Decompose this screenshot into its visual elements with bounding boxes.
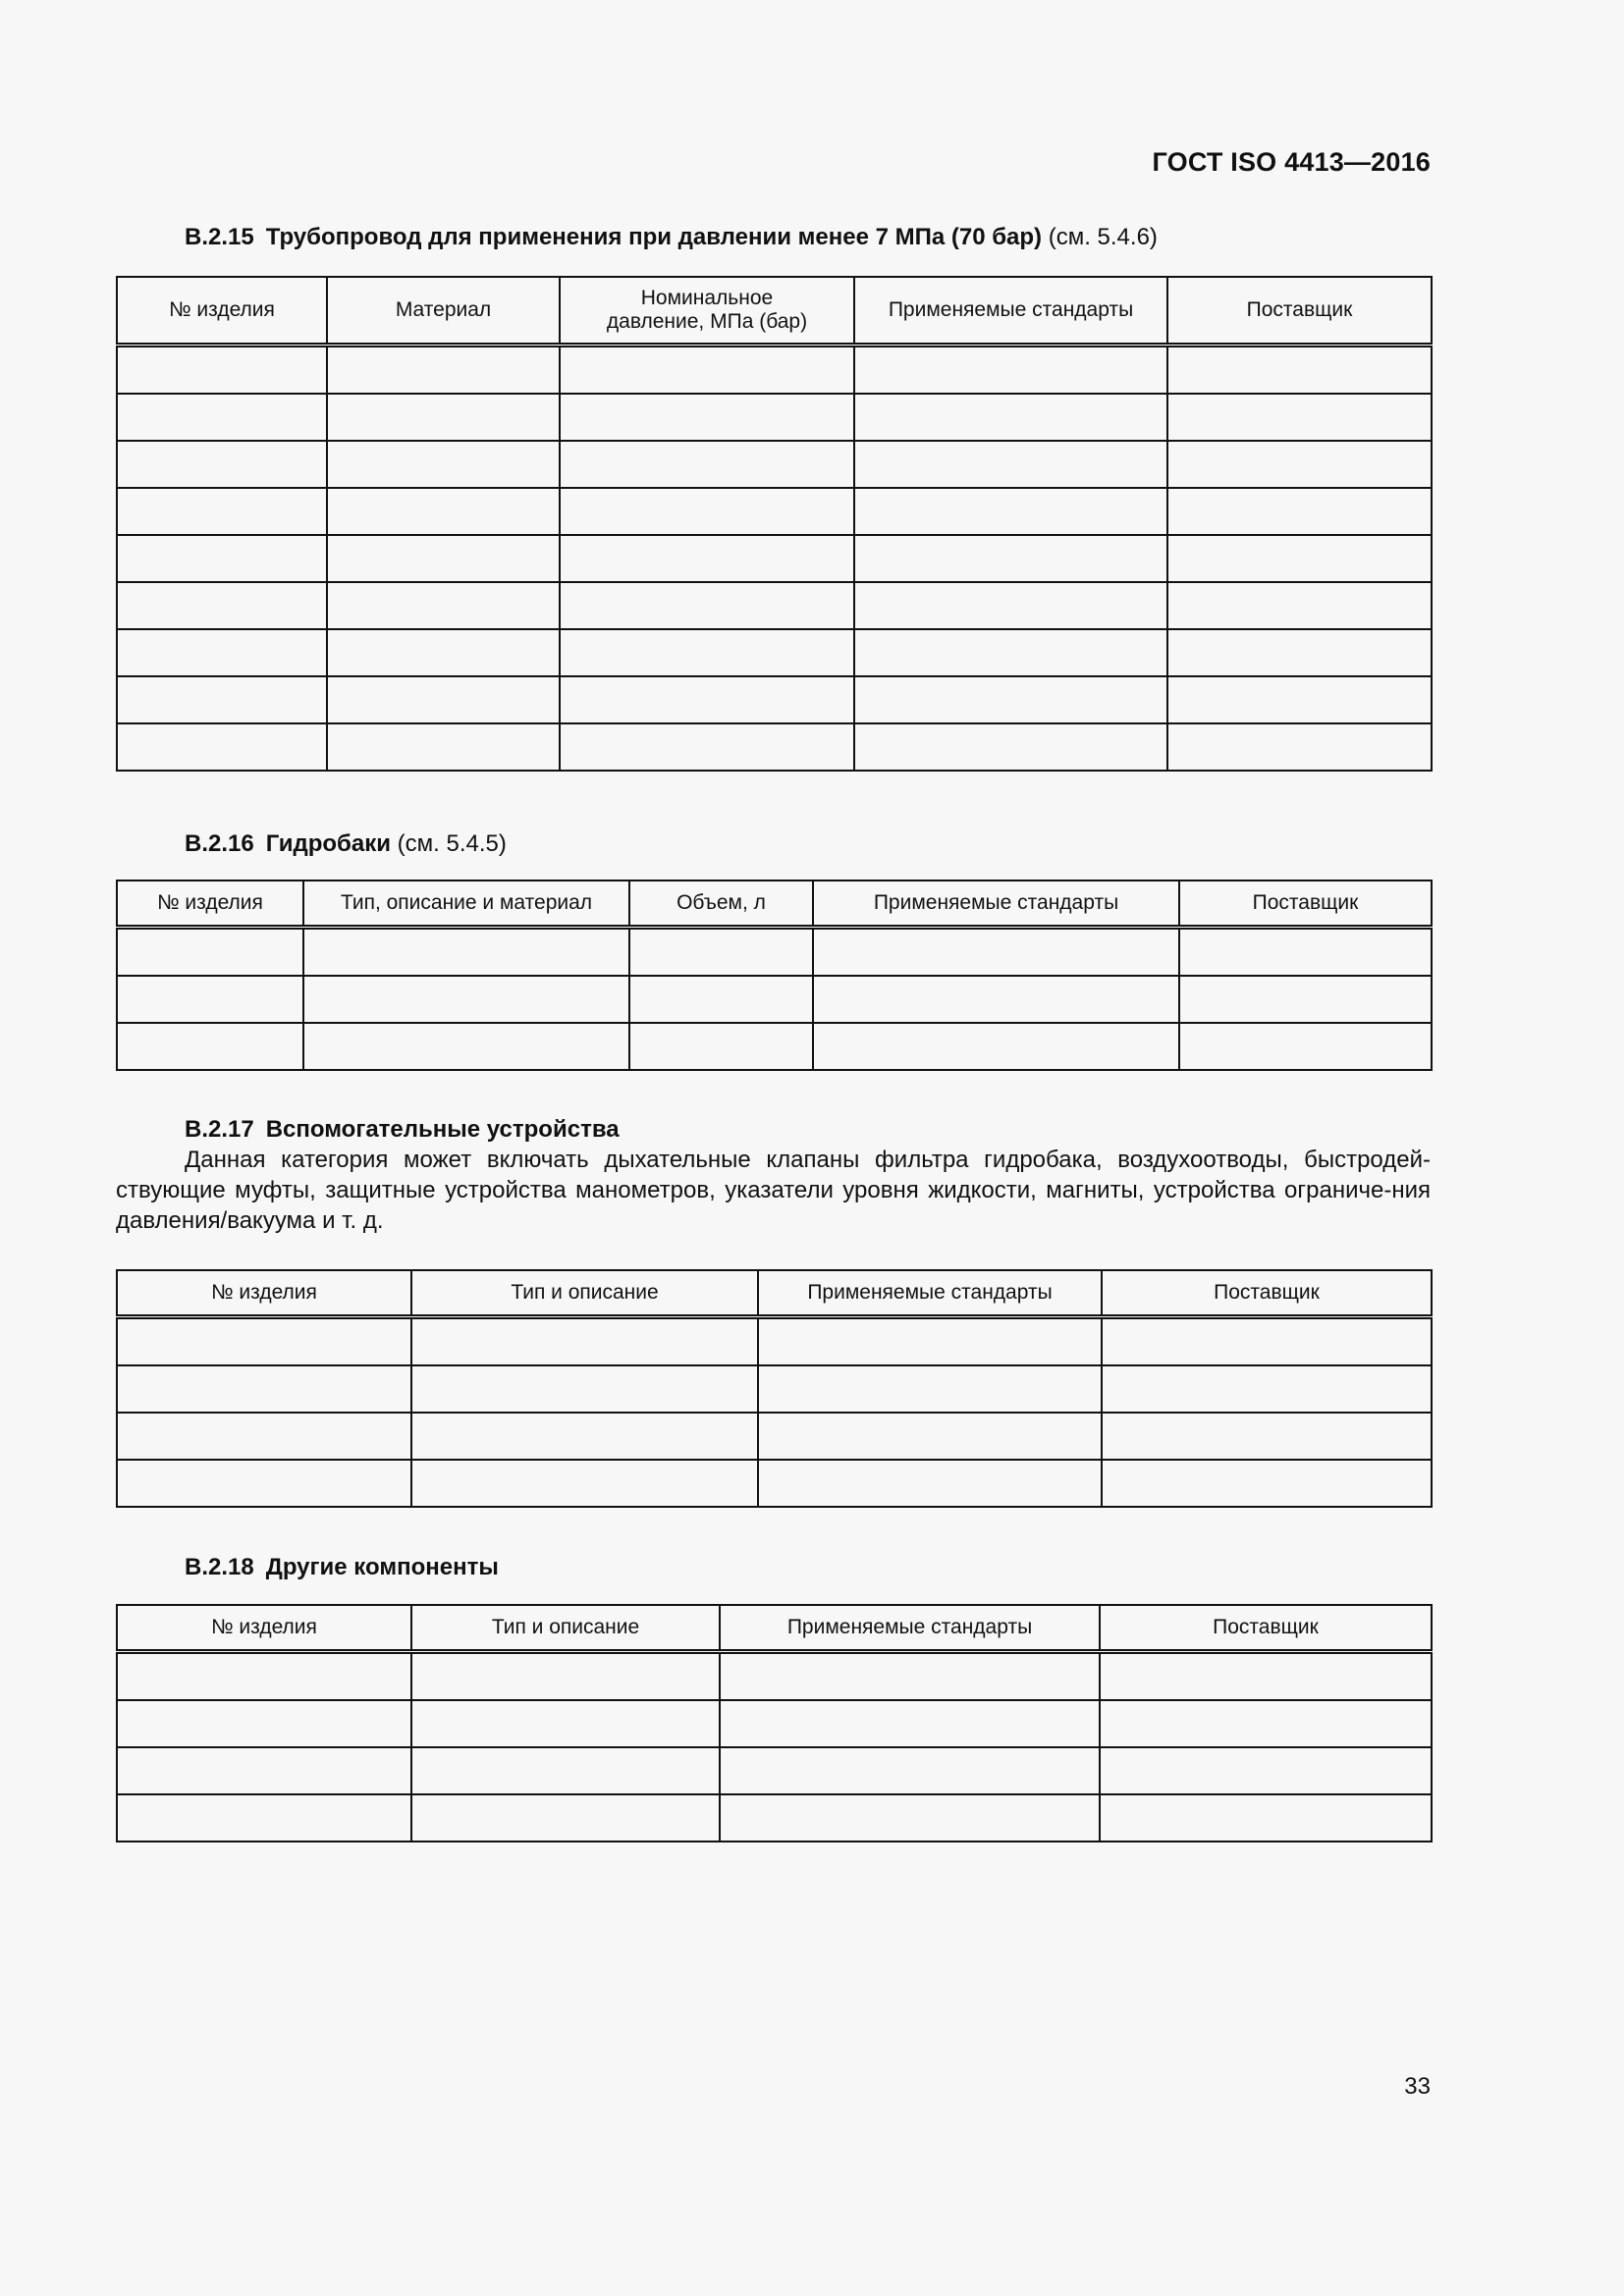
table-row bbox=[117, 1023, 1432, 1070]
table-row bbox=[117, 1413, 1432, 1460]
section-number: B.2.18 bbox=[185, 1554, 254, 1580]
table-row bbox=[117, 723, 1432, 771]
table-row bbox=[117, 629, 1432, 676]
table-row bbox=[117, 1316, 1432, 1365]
column-header: Тип и описание bbox=[411, 1605, 720, 1651]
table-row bbox=[117, 1794, 1432, 1842]
table-row bbox=[117, 1700, 1432, 1747]
page-number: 33 bbox=[1404, 2073, 1431, 2100]
table-row bbox=[117, 535, 1432, 582]
column-header: Тип, описание и материал bbox=[303, 881, 629, 927]
table-row bbox=[117, 1365, 1432, 1413]
section-heading-b217 bbox=[185, 1116, 620, 1144]
column-header: № изделия bbox=[117, 1605, 411, 1651]
table-row bbox=[117, 582, 1432, 629]
section-title: Вспомогательные устройства bbox=[265, 1116, 620, 1143]
column-header: Материал bbox=[327, 277, 560, 345]
table-row bbox=[117, 676, 1432, 723]
section-heading-b215 bbox=[185, 224, 1158, 251]
section-ref: (см. 5.4.6) bbox=[1048, 224, 1158, 250]
table-row bbox=[117, 976, 1432, 1023]
column-header: Тип и описание bbox=[411, 1270, 758, 1316]
column-header: Применяемые стандарты bbox=[813, 881, 1179, 927]
section-heading-b218 bbox=[185, 1554, 499, 1581]
section-ref: (см. 5.4.5) bbox=[397, 830, 507, 857]
table-row bbox=[117, 1460, 1432, 1507]
table-b215 bbox=[116, 276, 1433, 772]
table-row bbox=[117, 394, 1432, 441]
table-row bbox=[117, 488, 1432, 535]
table-row bbox=[117, 1651, 1432, 1700]
section-title: Гидробаки bbox=[265, 830, 391, 857]
table-b217 bbox=[116, 1269, 1433, 1508]
column-header: Поставщик bbox=[1100, 1605, 1432, 1651]
standard-code: ГОСТ ISO 4413—2016 bbox=[1152, 147, 1431, 177]
column-header: Объем, л bbox=[629, 881, 813, 927]
column-header: № изделия bbox=[117, 277, 327, 345]
section-title: Другие компоненты bbox=[265, 1554, 499, 1580]
table-b218 bbox=[116, 1604, 1433, 1842]
column-header: Применяемые стандарты bbox=[758, 1270, 1102, 1316]
column-header: Поставщик bbox=[1102, 1270, 1432, 1316]
section-number: B.2.17 bbox=[185, 1116, 254, 1143]
section-heading-b216 bbox=[185, 830, 507, 858]
column-header: № изделия bbox=[117, 881, 303, 927]
section-number: B.2.15 bbox=[185, 224, 254, 250]
table-row bbox=[117, 441, 1432, 488]
section-title: Трубопровод для применения при давлении менее 7 МПа (70 бар) bbox=[265, 224, 1043, 250]
section-number: B.2.16 bbox=[185, 830, 254, 857]
table-row bbox=[117, 927, 1432, 976]
table-b216 bbox=[116, 880, 1433, 1071]
column-header: Номинальное давление, МПа (бар) bbox=[560, 277, 854, 345]
column-header: Применяемые стандарты bbox=[854, 277, 1167, 345]
column-header: Применяемые стандарты bbox=[720, 1605, 1100, 1651]
section-paragraph: Данная категория может включать дыхательные клапаны фильтра гидробака, воздухоотводы, быстродей-ствующие муфты, защитные устройства манометров, указатели уровня жидкости, магниты, устройства ограниче-ния давления/вакуума и т. д. bbox=[116, 1147, 1431, 1234]
column-header: Поставщик bbox=[1179, 881, 1432, 927]
column-header: Поставщик bbox=[1167, 277, 1432, 345]
column-header: № изделия bbox=[117, 1270, 411, 1316]
table-row bbox=[117, 1747, 1432, 1794]
table-row bbox=[117, 345, 1432, 394]
